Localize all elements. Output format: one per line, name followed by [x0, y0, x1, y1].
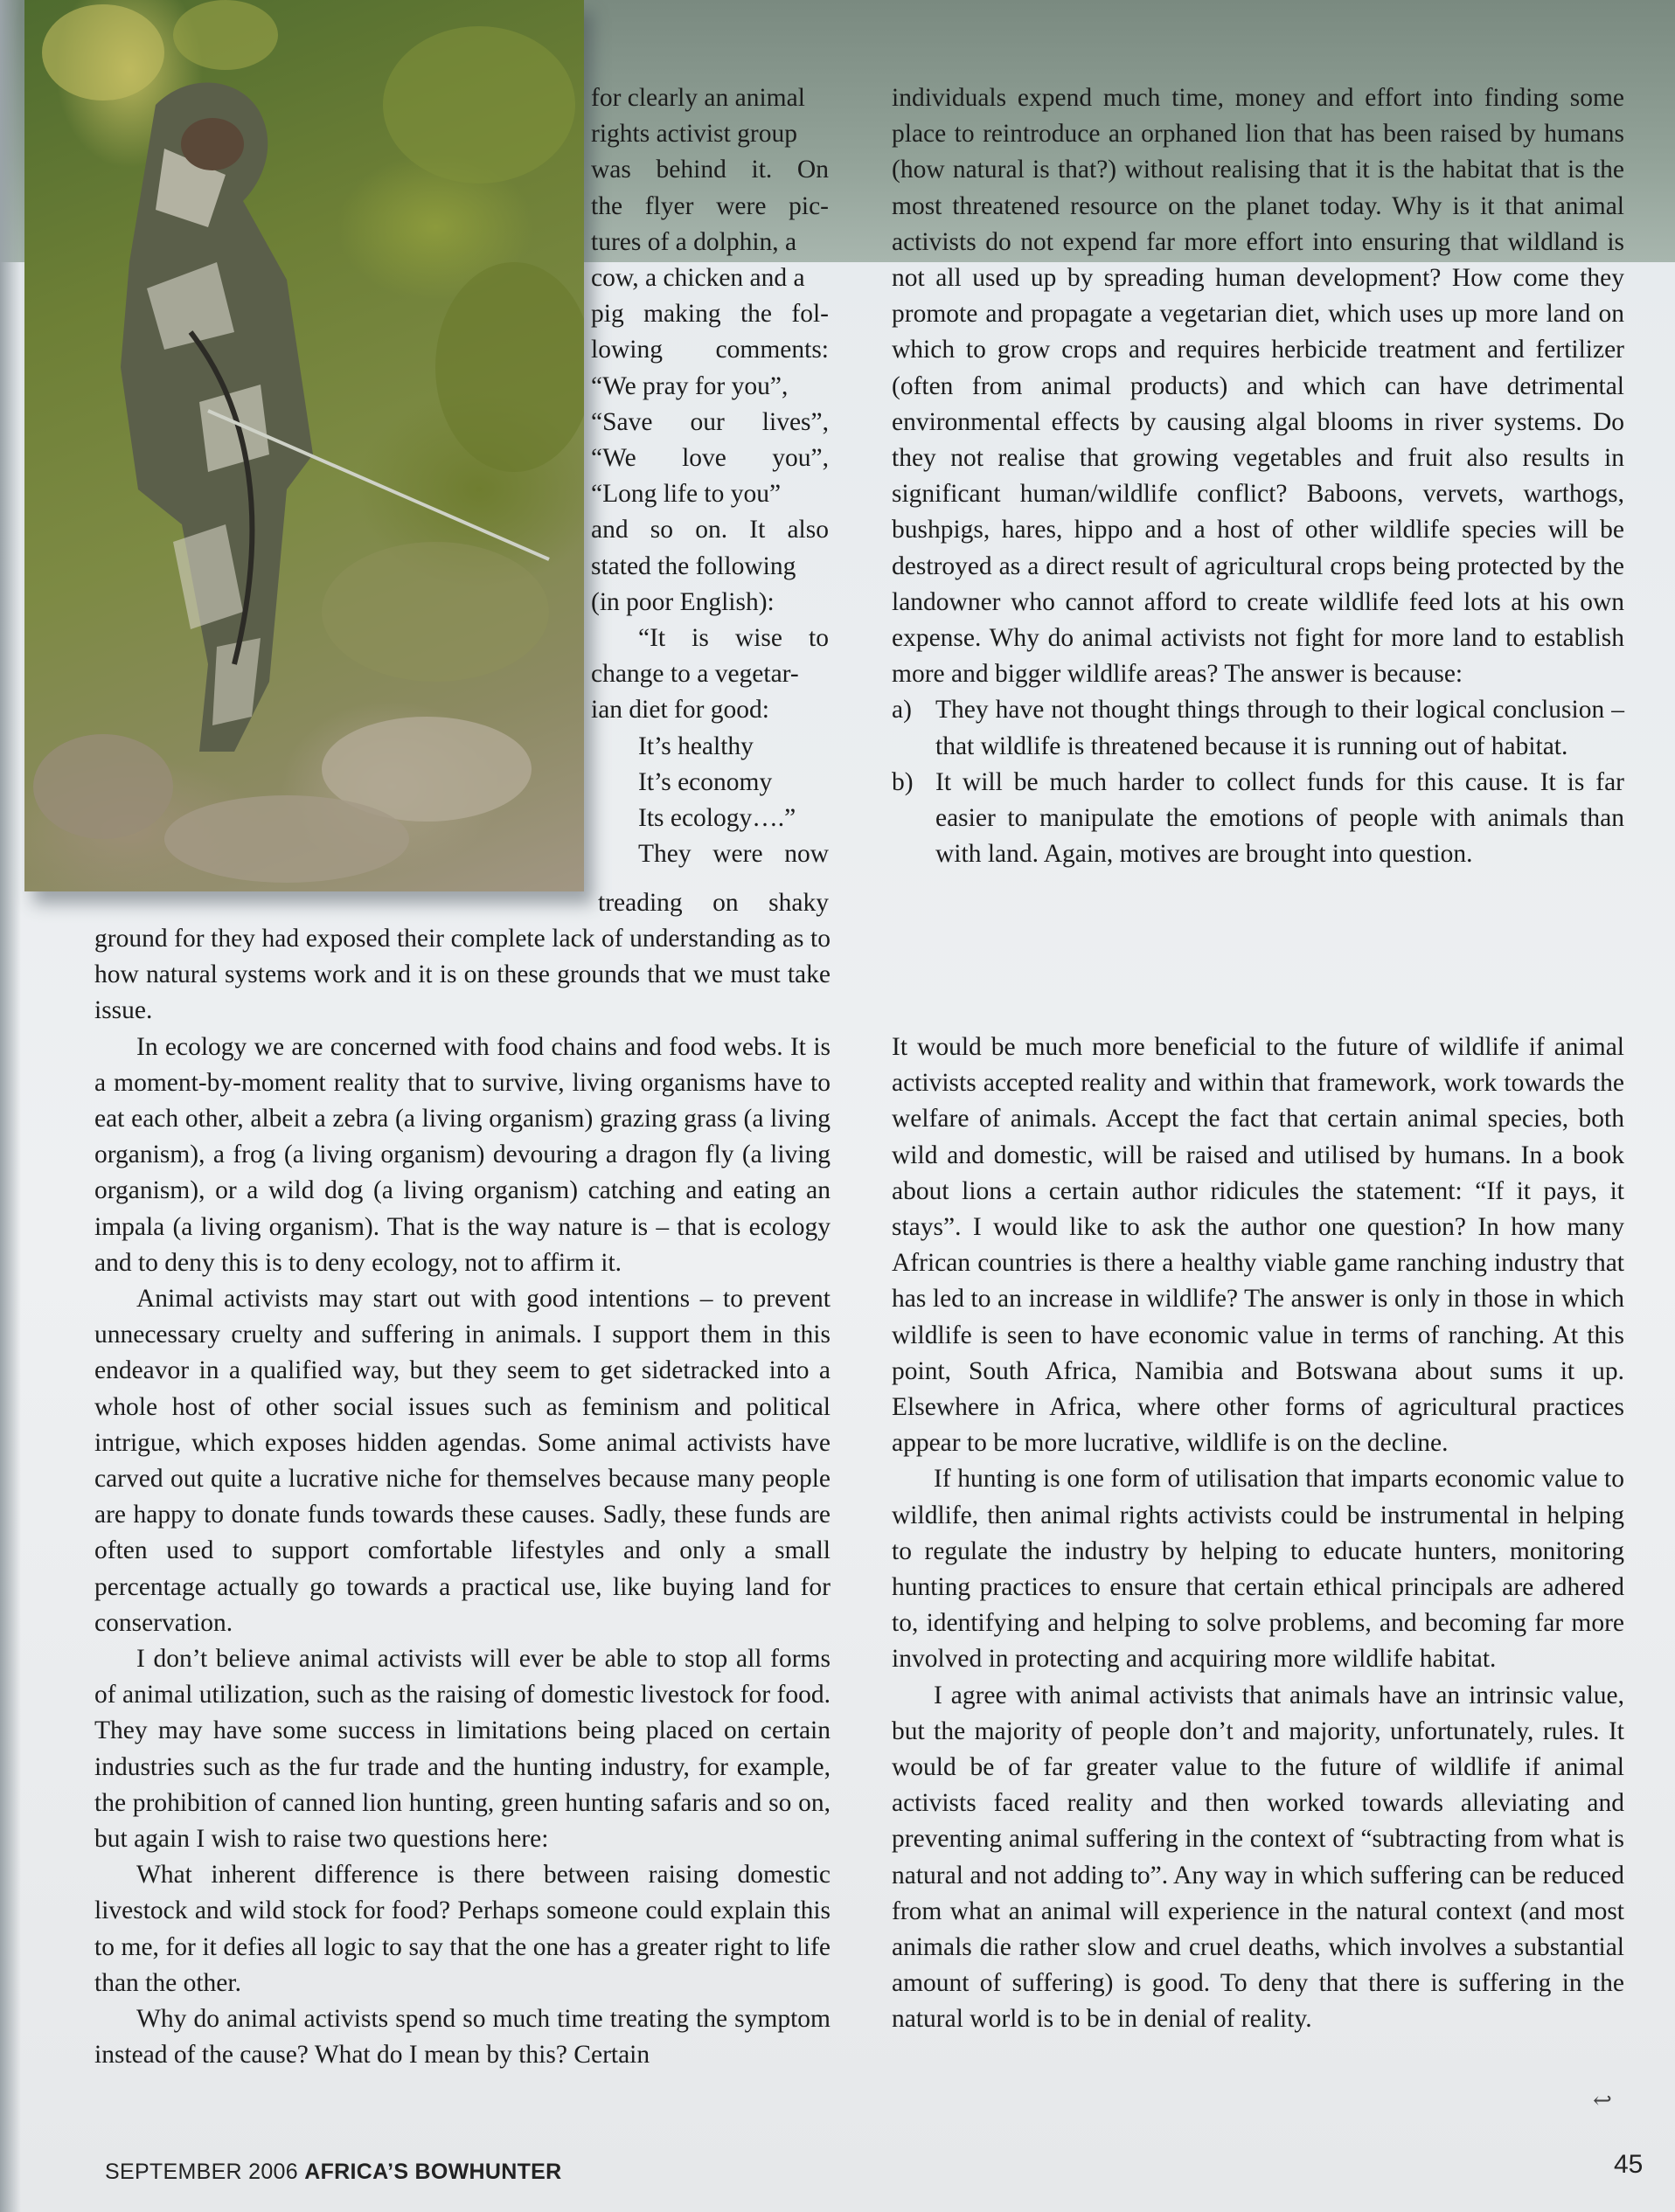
shaky-line-2: treading on shaky — [598, 889, 829, 917]
narrow-line: rights activist group — [591, 120, 797, 149]
narrow-line: was behind it. On — [591, 156, 829, 184]
left-column — [94, 921, 831, 2074]
paragraph: I don’t believe animal activists will ever be able to stop all forms of animal utilization, such as the raising of domestic livestock for food. They may have some success in limitations being placed on certain industries such as the fur trade and the hunting industry, for example, the prohibition of canned lion hunting, green hunting safaris and so on, but again I wish to raise two questions here: — [94, 1645, 831, 1854]
list-text: They have not thought things through to their logical conclusion – that wildlife is threatened because it is running out of habitat. — [935, 696, 1624, 760]
binding-shadow — [0, 0, 21, 2212]
paragraph: If hunting is one form of utilisation that imparts economic value to wildlife, then animal rights activists could be instrumental in helping to regulate the industry by helping to educate hunters, monitoring hunting practices to ensure that certain ethical principals are adhered to, identifying and helping to solve problems, and becoming far more involved in protecting and acquiring more wildlife habitat. — [892, 1465, 1624, 1674]
end-mark-icon: ↩ — [1593, 2088, 1612, 2113]
bowhunter-figure — [24, 0, 584, 891]
paragraph: Animal activists may start out with good intentions – to prevent unnecessary cruelty and suffering in animals. I support them in this endeavor in a qualified way, but they seem to get sidetracked into a whole host of other social issues such as feminism and political intrigue, which exposes hidden agendas. Some animal activists have carved out quite a lucrative niche for themselves because many people are happy to donate funds towards these causes. Sadly, these funds are often used to support comfortable lifestyles and only a small percentage actually go towards a practical use, like buying land for conservation. — [94, 1285, 831, 1637]
list-item-a — [892, 692, 1624, 764]
narrow-line: lowing comments: — [591, 336, 829, 364]
narrow-line: the flyer were pic- — [591, 191, 829, 220]
right-column-top — [892, 80, 1624, 872]
list-marker: a) — [892, 696, 912, 725]
shaky-line: They were now — [638, 840, 829, 869]
narrow-line: (in poor English): — [591, 587, 775, 616]
quote-line: ian diet for good: — [591, 696, 769, 725]
paragraph: It would be much more beneficial to the future of wildlife if animal activists accepted reality and within that framework, work towards the welfare of animals. Accept the fact that certain animal species, both wild and domestic, will be raised and utilised by humans. In a book about lions a certain author ridicules the statement: “If it pays, it stays”. I would like to ask the author one question? In how many African countries is there a healthy viable game ranching industry that has led to an increase in wildlife? The answer is only in those in which wildlife is seen to have economic value in terms of ranching. At this point, South Africa, Namibia and Botswana about sums it up. Elsewhere in Africa, where other forms of agricultural practices appear to be more lucrative, wildlife is on the decline. — [892, 1033, 1624, 1458]
paragraph: In ecology we are concerned with food chains and food webs. It is a moment-by-moment reality that to survive, living organisms have to eat each other, albeit a zebra (a living organism) grazing grass (a living organism), a frog (a living organism) devouring a dragon fly (a living organism), or a wild dog (a living organism) catching and eating an impala (a living organism). That is the way nature is – that is ecology and to deny this is to deny ecology, not to affirm it. — [94, 1032, 831, 1277]
footer-magazine: AFRICA’S BOWHUNTER — [304, 2160, 562, 2184]
page-number: 45 — [1614, 2150, 1644, 2179]
footer-date: SEPTEMBER 2006 — [105, 2160, 298, 2184]
list-text: It will be much harder to collect funds for this cause. It is far easier to manipulate the emotions of people with animals than with land. Again, motives are brought into question. — [935, 767, 1624, 869]
narrow-column — [591, 80, 829, 872]
paragraph: Why do animal activists spend so much time treating the symptom instead of the cause? What do I mean by this? Certain — [94, 2005, 831, 2070]
quote-line: It’s healthy — [638, 732, 754, 760]
narrow-line: pig making the fol- — [591, 300, 829, 329]
paragraph: What inherent difference is there between raising domestic livestock and wild stock for food? Perhaps someone could explain this to me, for it defies all logic to say that the one has a greater right to life than the other. — [94, 1861, 831, 1997]
quote-line: change to a vegetar- — [591, 660, 799, 689]
narrow-line: “We pray for you”, — [591, 371, 789, 400]
bowhunter-photo — [24, 0, 584, 891]
page-footer — [105, 2160, 562, 2185]
narrow-line: for clearly an animal — [591, 84, 805, 112]
quote-line: “It is wise to — [638, 624, 829, 653]
right-column-bottom — [892, 1030, 1624, 2038]
list-marker: b) — [892, 767, 914, 796]
narrow-line: “We love you”, — [591, 444, 829, 473]
quote-line: It’s economy — [638, 767, 773, 796]
narrow-line: stated the following — [591, 551, 796, 580]
paragraph: I agree with animal activists that animals have an intrinsic value, but the majority of people don’t and majority, unfortunately, rules. It would be of far greater value to the future of wildlife if animal activists faced reality and then worked towards alleviating and preventing animal suffering in the context of “subtracting from what is natural and not adding to”. Any way in which suffering can be reduced from what an animal will experience in the natural context (and most animals die rather slow and cruel deaths, which involves a substantial amount of suffering) is good. To deny that there is suffering in the natural world is to be in denial of reality. — [892, 1681, 1624, 2034]
narrow-line: “Long life to you” — [591, 480, 782, 509]
list-item-b — [892, 765, 1624, 873]
narrow-line: tures of a dolphin, a — [591, 227, 797, 256]
paragraph: ground for they had exposed their complete lack of understanding as to how natural systems work and it is on these grounds that we must take issue. — [94, 925, 831, 1025]
narrow-line: and so on. It also — [591, 516, 829, 544]
paragraph: individuals expend much time, money and effort into finding some place to reintroduce an orphaned lion that has been raised by humans (how natural is that?) without realising that it is the habitat that is the most threatened resource on the planet today. Why is it that animal activists do not expend far more effort into ensuring that wildland is not all used up by spreading human development? How come they promote and propagate a vegetarian diet, which uses up more land on which to grow crops and requires herbicide treatment and fertilizer (often from animal products) and which can have detrimental environmental effects by causing algal blooms in river systems. Do they not realise that growing vegetables and fruit also results in significant human/wildlife conflict? Baboons, vervets, warthogs, bushpigs, hares, hippo and a host of other wildlife species will be destroyed as a direct result of agricultural crops being protected by the landowner who cannot afford to create wildlife feed lots at his own expense. Why do animal activists not fight for more land to establish more and bigger wildlife areas? The answer is because: — [892, 84, 1624, 689]
narrow-line: cow, a chicken and a — [591, 264, 805, 293]
narrow-line: “Save our lives”, — [591, 407, 829, 436]
quote-line: Its ecology….” — [638, 804, 796, 833]
